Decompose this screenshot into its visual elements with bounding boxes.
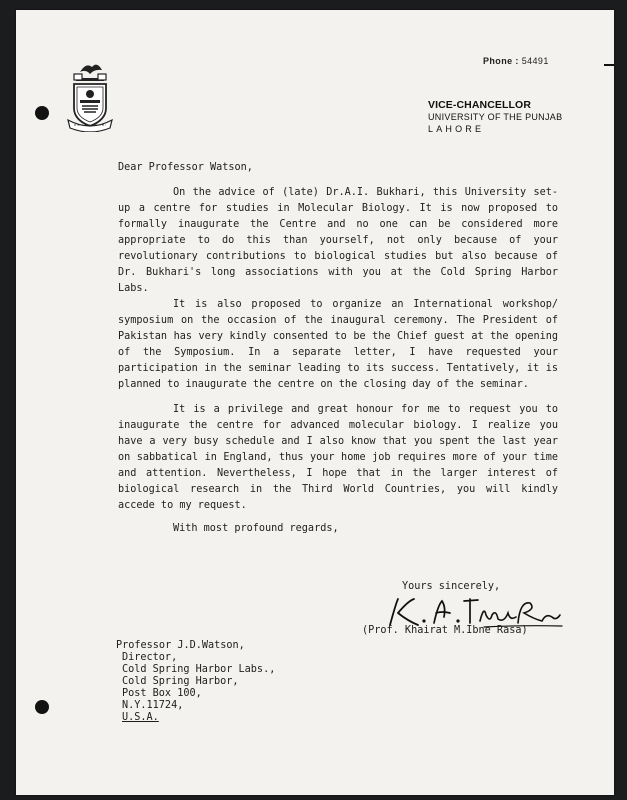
- phone-number: 54491: [521, 56, 549, 66]
- address-line: Post Box 100,: [122, 688, 202, 699]
- closing: Yours sincerely,: [402, 581, 501, 592]
- punch-hole: [35, 700, 49, 714]
- regards-line: With most profound regards,: [173, 523, 339, 534]
- letterhead-title: VICE-CHANCELLOR: [428, 99, 531, 111]
- recipient-address: [116, 640, 275, 724]
- address-line: Professor J.D.Watson,: [116, 640, 245, 651]
- letter-body: [118, 160, 558, 537]
- address-line: Cold Spring Harbor Labs.,: [122, 664, 276, 675]
- address-line: Cold Spring Harbor,: [122, 676, 239, 687]
- paragraph: On the advice of (late) Dr.A.I. Bukhari, this University set-up a centre for studies in Molecular Biology. It is now proposed to formally inaugurate the Centre and no one can be considered more appropriate to do this than yourself, not only because of your revolutionary contributions to biological studies but also because of Dr. Bukhari's long associations with you at the Cold Spring Harbor Labs.: [118, 187, 558, 294]
- signer-name: (Prof. Khairat M.Ibne Rasa): [362, 625, 528, 636]
- punch-hole: [35, 106, 49, 120]
- phone-label: Phone :: [483, 56, 519, 66]
- page-edge-mark: [604, 64, 614, 66]
- salutation: Dear Professor Watson,: [118, 162, 253, 173]
- address-line: N.Y.11724,: [122, 700, 184, 711]
- letter-page: [16, 10, 614, 795]
- paragraph: It is a privilege and great honour for me to request you to inaugurate the centre for advanced molecular biology. I realize you have a very busy schedule and I also know that you spent the last year on sabbatical in England, thus your home job requires more of your time and attention. Nevertheless, I hope that in the larger interest of biological research in the Third World Countries, you will kindly accede to my request.: [118, 404, 558, 511]
- address-line: U.S.A.: [122, 712, 159, 723]
- university-crest-logo: [64, 58, 116, 132]
- paragraph: It is also proposed to organize an International workshop/ symposium on the occasion of the inaugural ceremony. The President of Pakistan has very kindly consented to be the Chief guest at the opening of the Symposium. In a separate letter, I have requested your participation in the seminar leading to its success. Tentatively, it is planned to inaugurate the centre on the closing day of the seminar.: [118, 299, 558, 390]
- phone-line: [483, 56, 549, 66]
- address-line: Director,: [122, 652, 178, 663]
- letterhead-office: [428, 99, 562, 135]
- letterhead-city: LAHORE: [428, 124, 485, 134]
- letterhead-university: UNIVERSITY OF THE PUNJAB: [428, 112, 563, 122]
